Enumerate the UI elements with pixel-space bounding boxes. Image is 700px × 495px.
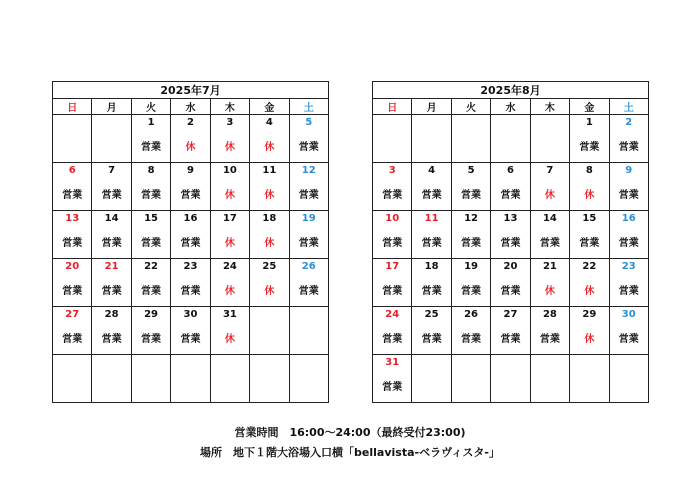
empty-day-cell: [289, 307, 328, 355]
day-cell: [250, 259, 289, 307]
day-cell: [530, 259, 569, 307]
open-status: 営業: [141, 142, 162, 153]
weekday-header: 月: [412, 99, 451, 115]
day-cell: [250, 211, 289, 259]
day-cell: [131, 259, 170, 307]
day-cell: [412, 211, 451, 259]
open-status: 営業: [618, 238, 639, 249]
day-cell: [609, 307, 648, 355]
open-status: 営業: [298, 238, 319, 249]
open-status: 営業: [579, 142, 600, 153]
day-number: 18: [262, 213, 277, 224]
day-number: 5: [305, 117, 313, 128]
weekday-header: 火: [451, 99, 490, 115]
weekday-header: 火: [131, 99, 170, 115]
day-cell: [412, 307, 451, 355]
open-status: 営業: [298, 286, 319, 297]
empty-day-cell: [210, 355, 249, 403]
open-status: 営業: [101, 190, 122, 201]
weekday-header: 水: [171, 99, 210, 115]
day-cell: [53, 163, 92, 211]
day-number: 5: [467, 165, 475, 176]
closed-status: 休: [264, 238, 275, 249]
empty-day-cell: [250, 307, 289, 355]
day-cell: [171, 115, 210, 163]
day-number: 27: [65, 309, 80, 320]
day-number: 22: [582, 261, 597, 272]
day-cell: [289, 115, 328, 163]
closed-status: 休: [224, 286, 235, 297]
closed-status: 休: [584, 334, 595, 345]
open-status: 営業: [101, 334, 122, 345]
closed-status: 休: [584, 190, 595, 201]
open-status: 営業: [382, 334, 403, 345]
day-number: 26: [301, 261, 316, 272]
day-cell: [412, 163, 451, 211]
open-status: 営業: [62, 334, 83, 345]
open-status: 営業: [382, 382, 403, 393]
day-cell: [491, 163, 530, 211]
day-number: 7: [108, 165, 116, 176]
open-status: 営業: [298, 190, 319, 201]
weekday-header: 土: [609, 99, 648, 115]
empty-day-cell: [131, 355, 170, 403]
closed-status: 休: [185, 142, 196, 153]
open-status: 営業: [141, 238, 162, 249]
day-number: 13: [65, 213, 80, 224]
day-number: 18: [424, 261, 439, 272]
weekday-header: 土: [289, 99, 328, 115]
empty-day-cell: [530, 115, 569, 163]
day-number: 17: [222, 213, 237, 224]
day-cell: [210, 307, 249, 355]
open-status: 営業: [539, 334, 560, 345]
day-cell: [491, 259, 530, 307]
day-cell: [570, 211, 609, 259]
day-number: 10: [385, 213, 400, 224]
day-cell: [289, 259, 328, 307]
empty-day-cell: [609, 355, 648, 403]
open-status: 営業: [618, 334, 639, 345]
day-number: 6: [68, 165, 76, 176]
day-cell: [53, 259, 92, 307]
empty-day-cell: [491, 115, 530, 163]
day-number: 25: [262, 261, 277, 272]
day-number: 27: [503, 309, 518, 320]
open-status: 営業: [421, 238, 442, 249]
open-status: 営業: [141, 286, 162, 297]
day-cell: [171, 163, 210, 211]
open-status: 営業: [180, 286, 201, 297]
day-number: 1: [585, 117, 593, 128]
day-number: 23: [183, 261, 198, 272]
day-cell: [570, 259, 609, 307]
day-cell: [53, 307, 92, 355]
closed-status: 休: [224, 238, 235, 249]
day-cell: [570, 115, 609, 163]
open-status: 営業: [101, 238, 122, 249]
day-number: 6: [506, 165, 514, 176]
day-number: 17: [385, 261, 400, 272]
day-number: 15: [144, 213, 159, 224]
day-number: 1: [147, 117, 155, 128]
empty-day-cell: [53, 355, 92, 403]
day-cell: [171, 211, 210, 259]
open-status: 営業: [461, 238, 482, 249]
day-number: 10: [222, 165, 237, 176]
day-cell: [609, 115, 648, 163]
open-status: 営業: [298, 142, 319, 153]
day-number: 30: [183, 309, 198, 320]
empty-day-cell: [250, 355, 289, 403]
day-number: 22: [144, 261, 159, 272]
day-cell: [373, 211, 412, 259]
empty-day-cell: [570, 355, 609, 403]
day-cell: [609, 163, 648, 211]
day-number: 16: [621, 213, 636, 224]
closed-status: 休: [544, 190, 555, 201]
open-status: 営業: [180, 334, 201, 345]
day-cell: [451, 259, 490, 307]
empty-day-cell: [92, 355, 131, 403]
day-cell: [451, 163, 490, 211]
day-number: 13: [503, 213, 518, 224]
day-number: 29: [582, 309, 597, 320]
closed-status: 休: [584, 286, 595, 297]
open-status: 営業: [500, 334, 521, 345]
weekday-header: 金: [570, 99, 609, 115]
calendar-august-2025: [372, 81, 649, 403]
closed-status: 休: [264, 142, 275, 153]
open-status: 営業: [421, 334, 442, 345]
day-number: 9: [625, 165, 633, 176]
open-status: 営業: [141, 334, 162, 345]
day-cell: [210, 211, 249, 259]
day-cell: [570, 307, 609, 355]
day-number: 8: [147, 165, 155, 176]
day-cell: [210, 115, 249, 163]
open-status: 営業: [461, 286, 482, 297]
day-number: 9: [186, 165, 194, 176]
open-status: 営業: [62, 190, 83, 201]
month-title: 2025年7月: [53, 82, 329, 99]
day-number: 3: [226, 117, 234, 128]
empty-day-cell: [451, 115, 490, 163]
month-title: 2025年8月: [373, 82, 649, 99]
weekday-header: 水: [491, 99, 530, 115]
day-cell: [289, 211, 328, 259]
day-number: 4: [428, 165, 436, 176]
day-cell: [451, 211, 490, 259]
weekday-header: 木: [210, 99, 249, 115]
open-status: 営業: [382, 286, 403, 297]
open-status: 営業: [62, 238, 83, 249]
day-number: 28: [542, 309, 557, 320]
day-number: 12: [464, 213, 479, 224]
empty-day-cell: [92, 115, 131, 163]
day-number: 24: [222, 261, 237, 272]
open-status: 営業: [180, 238, 201, 249]
open-status: 営業: [500, 238, 521, 249]
empty-day-cell: [491, 355, 530, 403]
day-number: 23: [621, 261, 636, 272]
day-cell: [491, 211, 530, 259]
day-cell: [250, 163, 289, 211]
weekday-header: 金: [250, 99, 289, 115]
closed-status: 休: [544, 286, 555, 297]
empty-day-cell: [53, 115, 92, 163]
calendar-july-2025: [52, 81, 329, 403]
day-cell: [373, 307, 412, 355]
open-status: 営業: [421, 286, 442, 297]
empty-day-cell: [530, 355, 569, 403]
day-cell: [92, 211, 131, 259]
day-cell: [131, 307, 170, 355]
empty-day-cell: [289, 355, 328, 403]
empty-day-cell: [412, 355, 451, 403]
day-cell: [491, 307, 530, 355]
day-cell: [609, 211, 648, 259]
day-number: 19: [464, 261, 479, 272]
day-cell: [131, 163, 170, 211]
day-cell: [570, 163, 609, 211]
day-cell: [171, 259, 210, 307]
closed-status: 休: [224, 142, 235, 153]
open-status: 営業: [618, 286, 639, 297]
day-number: 14: [104, 213, 119, 224]
day-cell: [373, 355, 412, 403]
weekday-header: 日: [373, 99, 412, 115]
day-cell: [92, 163, 131, 211]
day-number: 31: [385, 357, 400, 368]
open-status: 営業: [62, 286, 83, 297]
closed-status: 休: [264, 286, 275, 297]
day-number: 20: [65, 261, 80, 272]
day-cell: [373, 259, 412, 307]
empty-day-cell: [171, 355, 210, 403]
day-cell: [210, 259, 249, 307]
open-status: 営業: [579, 238, 600, 249]
open-status: 営業: [618, 190, 639, 201]
open-status: 営業: [461, 190, 482, 201]
day-cell: [210, 163, 249, 211]
day-cell: [92, 307, 131, 355]
day-number: 21: [104, 261, 119, 272]
empty-day-cell: [451, 355, 490, 403]
day-cell: [451, 307, 490, 355]
day-cell: [53, 211, 92, 259]
day-number: 21: [542, 261, 557, 272]
day-number: 25: [424, 309, 439, 320]
empty-day-cell: [373, 115, 412, 163]
day-cell: [131, 211, 170, 259]
day-number: 2: [186, 117, 194, 128]
open-status: 営業: [421, 190, 442, 201]
day-cell: [412, 259, 451, 307]
day-cell: [171, 307, 210, 355]
day-number: 28: [104, 309, 119, 320]
open-status: 営業: [500, 286, 521, 297]
day-cell: [131, 115, 170, 163]
day-number: 2: [625, 117, 633, 128]
open-status: 営業: [101, 286, 122, 297]
day-number: 24: [385, 309, 400, 320]
day-cell: [609, 259, 648, 307]
day-cell: [530, 163, 569, 211]
day-number: 11: [262, 165, 277, 176]
closed-status: 休: [264, 190, 275, 201]
day-number: 15: [582, 213, 597, 224]
open-status: 営業: [461, 334, 482, 345]
closed-status: 休: [224, 190, 235, 201]
open-status: 営業: [618, 142, 639, 153]
day-number: 11: [424, 213, 439, 224]
open-status: 営業: [382, 190, 403, 201]
open-status: 営業: [382, 238, 403, 249]
day-cell: [92, 259, 131, 307]
location-text: 場所 地下１階大浴場入口横「bellavista-ベラヴィスタ-」: [200, 446, 500, 459]
day-number: 8: [585, 165, 593, 176]
day-cell: [373, 163, 412, 211]
open-status: 営業: [539, 238, 560, 249]
day-cell: [250, 115, 289, 163]
open-status: 営業: [141, 190, 162, 201]
day-number: 30: [621, 309, 636, 320]
open-status: 営業: [180, 190, 201, 201]
day-number: 7: [546, 165, 554, 176]
weekday-header: 日: [53, 99, 92, 115]
day-number: 12: [301, 165, 316, 176]
closed-status: 休: [224, 334, 235, 345]
day-number: 16: [183, 213, 198, 224]
day-number: 19: [301, 213, 316, 224]
day-number: 3: [388, 165, 396, 176]
weekday-header: 月: [92, 99, 131, 115]
day-cell: [530, 307, 569, 355]
day-number: 4: [265, 117, 273, 128]
day-number: 20: [503, 261, 518, 272]
business-hours: 営業時間 16:00～24:00（最終受付23:00): [234, 426, 466, 439]
day-number: 14: [542, 213, 557, 224]
open-status: 営業: [500, 190, 521, 201]
day-number: 29: [144, 309, 159, 320]
day-cell: [289, 163, 328, 211]
day-cell: [530, 211, 569, 259]
empty-day-cell: [412, 115, 451, 163]
day-number: 31: [222, 309, 237, 320]
weekday-header: 木: [530, 99, 569, 115]
day-number: 26: [464, 309, 479, 320]
